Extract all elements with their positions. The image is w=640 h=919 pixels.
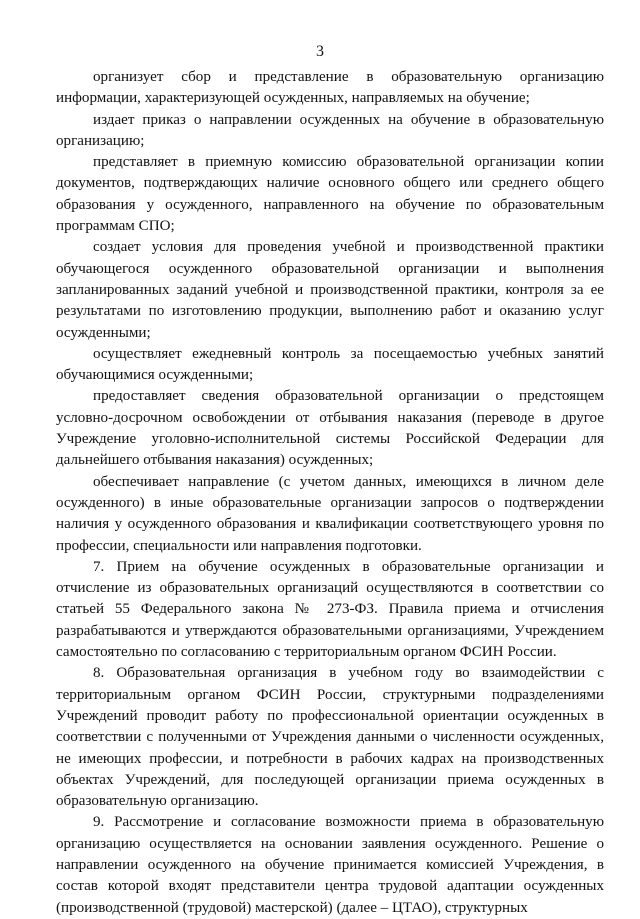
paragraph-provides-information: предоставляет сведения образовательной организации о предстоящем условно-досрочном освобождении от отбывания наказания (переводе в другое Учреждение уголовно-исполнительной системы Российской Федерации для дальнейшего отбывания наказания) осужденных;: [56, 388, 604, 469]
paragraph-submits-copies: представляет в приемную комиссию образовательной организации копии документов, подтверждающих наличие основного общего или среднего общего образования у осужденного, направленного на обучение по образовательным программам СПО;: [56, 154, 604, 235]
paragraph-daily-control: осуществляет ежедневный контроль за посещаемостью учебных занятий обучающимися осужденными;: [56, 345, 604, 384]
paragraph-item-7: 7. Прием на обучение осужденных в образовательные организации и отчисление из образовательных организаций осуществляются в соответствии со статьей 55 Федерального закона № 273-ФЗ. Правила приема и отчисления разрабатываются и утверждаются образовательными организациями, Учреждением самостоятельно по согласованию с территориальным органом ФСИН России.: [56, 558, 604, 661]
document-body: [56, 67, 604, 919]
paragraph-item-9: 9. Рассмотрение и согласование возможности приема в образовательную организацию осуществляется на основании заявления осужденного. Решение о направлении осужденного на обучение принимается комиссией Учреждения, в состав которой входят представители центра трудовой адаптации осужденных (производственной (трудовой) мастерской) (далее – ЦТАО), структурных: [56, 814, 604, 916]
paragraph-issues-order: издает приказ о направлении осужденных на обучение в образовательную организацию;: [56, 111, 604, 149]
page-number: 3: [316, 43, 324, 60]
paragraph-creates-conditions: создает условия для проведения учебной и производственной практики обучающегося осужденного образовательной организации и выполнения запланированных заданий учебной и производственной практики, контроля за ее результатами по изготовлению продукции, выполнению работ и оказанию услуг осужденными;: [56, 239, 604, 341]
paragraph-ensures-requests: обеспечивает направление (с учетом данных, имеющихся в личном деле осужденного) в иные образовательные организации запросов о подтверждении наличия у осужденного образования и квалификации соответствующего уровня по профессии, специальности или направления подготовки.: [56, 473, 604, 554]
paragraph-item-8: 8. Образовательная организация в учебном году во взаимодействии с территориальным органом ФСИН России, структурными подразделениями Учреждений проводит работу по профессиональной ориентации осужденных в соответствии с полученными от Учреждения данными о численности осужденных, не имеющих профессии, и потребности в рабочих кадрах на производственных объектах Учреждений, для последующей организации приема осужденных в образовательную организацию.: [56, 665, 604, 810]
paragraph-organizes-collection: организует сбор и представление в образовательную организацию информации, характеризующей осужденных, направляемых на обучение;: [56, 69, 604, 107]
